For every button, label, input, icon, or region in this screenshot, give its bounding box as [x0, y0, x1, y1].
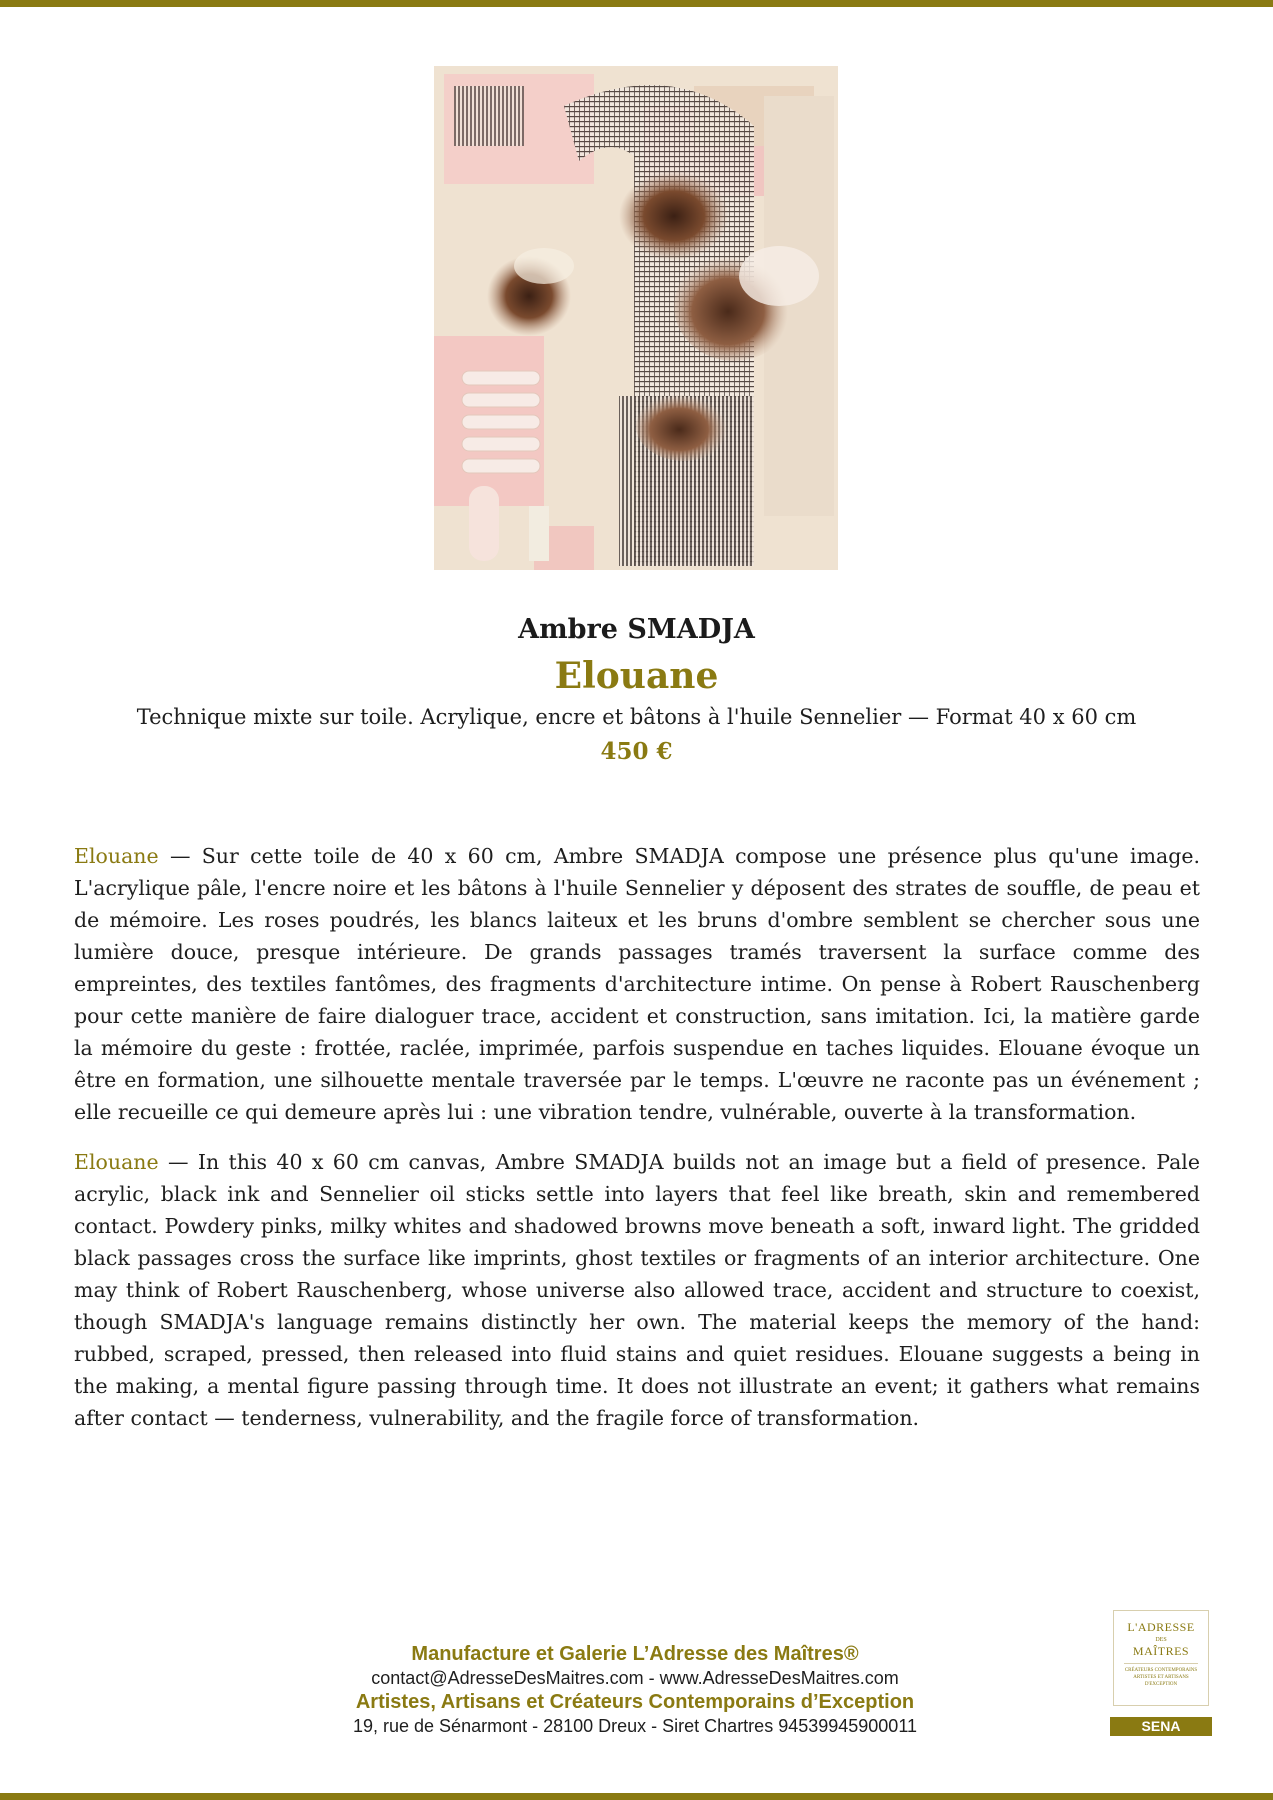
logo-line-1: L'ADRESSE: [1127, 1620, 1195, 1634]
artwork-price: 450 €: [600, 738, 673, 765]
description-english-lead: Elouane: [74, 1150, 159, 1174]
artwork-title: Elouane: [554, 655, 719, 697]
description-english: [74, 1146, 1200, 1434]
description-french: [74, 840, 1200, 1128]
description-english-text: — In this 40 x 60 cm canvas, Ambre SMADJA builds not an image but a field of presence. Pale acrylic, black ink and Sennelier oil sticks settle into layers that feel like breath, skin and remembered contact. Powdery pinks, milky whites and shadowed browns move beneath a soft, inward light. The gridded black passages cross the surface like imprints, ghost textiles or fragments of an interior architecture. One may think of Robert Rauschenberg, whose universe also allowed trace, accident and structure to coexist, though SMADJA's language remains distinctly her own. The material keeps the memory of the hand: rubbed, scraped, pressed, then released into fluid stains and quiet residues. Elouane suggests a being in the making, a mental figure passing through time. It does not illustrate an event; it gathers what remains after contact — tenderness, vulnerability, and the fragile force of transformation.: [74, 1150, 1200, 1430]
gallery-logo: [1113, 1610, 1209, 1706]
logo-line-3: MAÎTRES: [1132, 1644, 1190, 1658]
footer-address: 19, rue de Sénarmont - 28100 Dreux - Siret Chartres 94539945900011: [352, 1716, 918, 1736]
footer-contact[interactable]: contact@AdresseDesMaitres.com - www.AdresseDesMaitres.com: [371, 1668, 899, 1688]
logo-line-2: DES: [1155, 1637, 1167, 1643]
logo-line-4: CRÉATEURS CONTEMPORAINS ARTISTES ET ARTISANS D'EXCEPTION: [1124, 1668, 1198, 1687]
bottom-rule: [0, 1793, 1273, 1800]
artwork-image: [434, 66, 838, 570]
footer: [255, 1642, 1015, 1738]
sena-badge: SENA: [1110, 1717, 1212, 1736]
footer-tagline: Artistes, Artisans et Créateurs Contemporains d’Exception: [355, 1691, 915, 1713]
artist-name: Ambre SMADJA: [518, 614, 755, 645]
artwork-technique: Technique mixte sur toile. Acrylique, encre et bâtons à l'huile Sennelier — Format 40 x 60 cm: [136, 705, 1137, 729]
description-french-text: — Sur cette toile de 40 x 60 cm, Ambre SMADJA compose une présence plus qu'une image. L'acrylique pâle, l'encre noire et les bâtons à l'huile Sennelier y déposent des strates de souffle, de peau et de mémoire. Les roses poudrés, les blancs laiteux et les bruns d'ombre semblent se chercher sous une lumière douce, presque intérieure. De grands passages tramés traversent la surface comme des empreintes, des textiles fantômes, des fragments d'architecture intime. On pense à Robert Rauschenberg pour cette manière de faire dialoguer trace, accident et construction, sans imitation. Ici, la matière garde la mémoire du geste : frottée, raclée, imprimée, parfois suspendue en taches liquides. Elouane évoque un être en formation, une silhouette mentale traversée par le temps. L'œuvre ne raconte pas un événement ; elle recueille ce qui demeure après lui : une vibration tendre, vulnérable, ouverte à la transformation.: [74, 844, 1200, 1124]
footer-gallery-name: Manufacture et Galerie L’Adresse des Maîtres®: [411, 1643, 859, 1665]
top-rule: [0, 0, 1273, 7]
description-french-lead: Elouane: [74, 844, 159, 868]
logo-divider: [1124, 1663, 1198, 1664]
